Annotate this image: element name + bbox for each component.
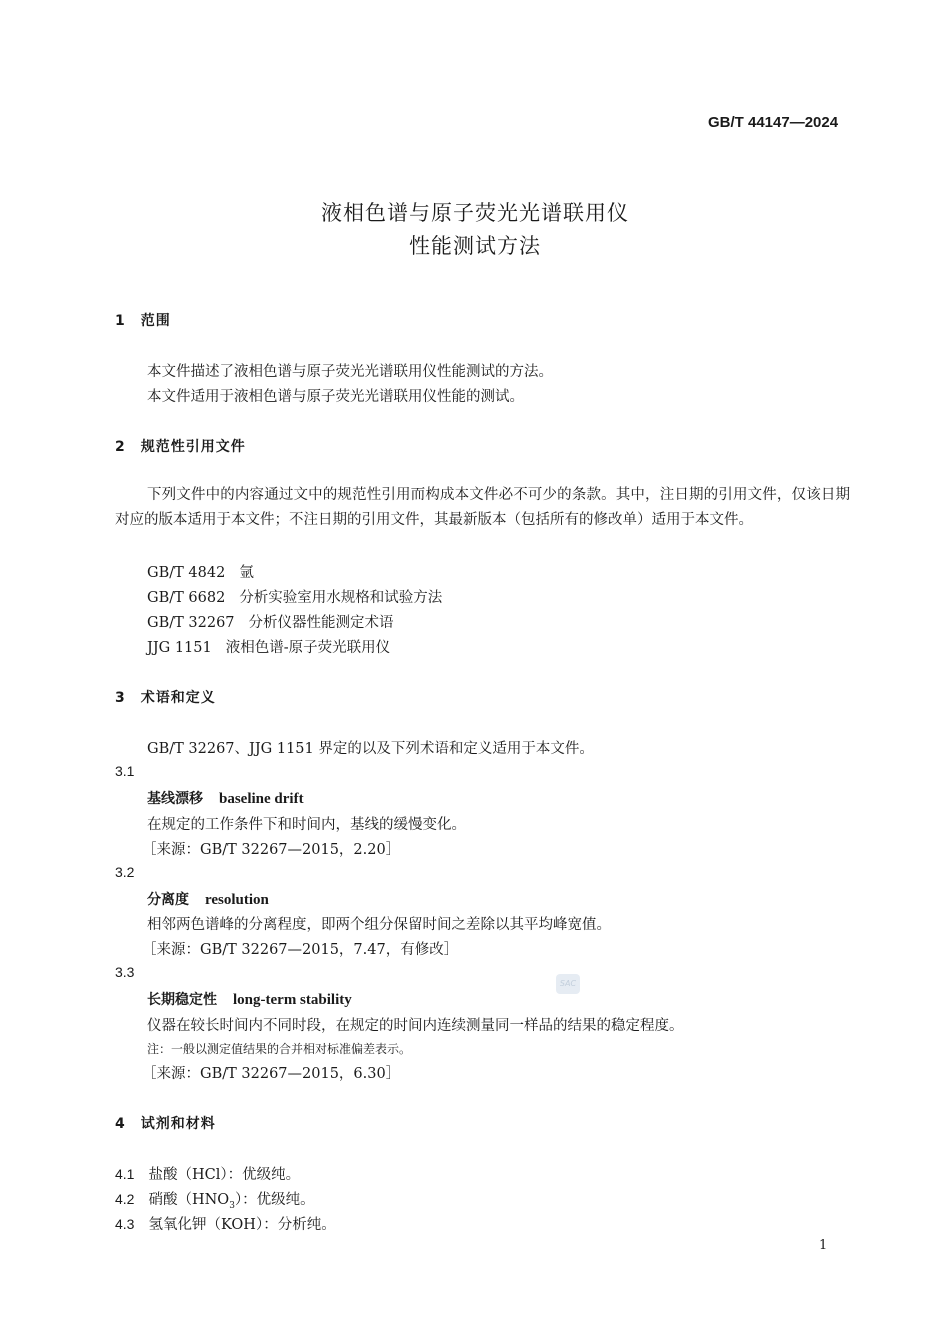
term-chinese: 基线漂移 bbox=[147, 791, 203, 807]
section-4-heading: 4 试剂和材料 bbox=[115, 1116, 216, 1132]
reference-item bbox=[147, 561, 254, 582]
reference-item bbox=[147, 586, 442, 607]
term-english: resolution bbox=[205, 892, 269, 908]
term-number: 3.3 bbox=[115, 964, 135, 980]
list-item bbox=[115, 1163, 300, 1184]
standard-number: GB/T 44147—2024 bbox=[708, 114, 839, 131]
subscript: 3 bbox=[229, 1200, 235, 1211]
reference-code: GB/T 32267 bbox=[147, 615, 235, 631]
term-chinese: 长期稳定性 bbox=[147, 992, 217, 1008]
section-1-paragraph-1: 本文件描述了液相色谱与原子荧光光谱联用仪性能测试的方法。 bbox=[147, 364, 553, 380]
term-note: 注：一般以测定值结果的合并相对标准偏差表示。 bbox=[147, 1042, 412, 1056]
item-text: 氢氧化钾（KOH）：分析纯。 bbox=[148, 1217, 336, 1233]
reference-item bbox=[147, 611, 394, 632]
reference-title: 分析实验室用水规格和试验方法 bbox=[239, 590, 443, 606]
term-heading bbox=[147, 989, 352, 1009]
term-number: 3.1 bbox=[115, 763, 135, 779]
section-2-intro: 下列文件中的内容通过文中的规范性引用而构成本文件必不可少的条款。其中，注日期的引用文件，仅该日期对应的版本适用于本文件；不注日期的引用文件，其最新版本（包括所有的修改单）适用于本文件。 bbox=[115, 487, 850, 528]
section-2-heading: 2 规范性引用文件 bbox=[115, 439, 246, 455]
term-definition: 在规定的工作条件下和时间内，基线的缓慢变化。 bbox=[147, 817, 466, 833]
title-line-2: 性能测试方法 bbox=[409, 234, 541, 258]
section-1-paragraph-2: 本文件适用于液相色谱与原子荧光光谱联用仪性能的测试。 bbox=[147, 389, 524, 405]
term-english: baseline drift bbox=[219, 791, 304, 807]
list-item bbox=[115, 1188, 315, 1211]
reference-code: JJG 1151 bbox=[147, 640, 212, 656]
term-source: ［来源：GB/T 32267—2015，7.47，有修改］ bbox=[142, 942, 459, 958]
reference-title: 氩 bbox=[239, 565, 254, 581]
watermark-logo: SAC bbox=[556, 974, 580, 994]
item-number: 4.2 bbox=[115, 1191, 135, 1207]
section-3-heading: 3 术语和定义 bbox=[115, 690, 216, 706]
reference-title: 液相色谱-原子荧光联用仪 bbox=[225, 640, 391, 656]
reference-code: GB/T 6682 bbox=[147, 590, 226, 606]
term-source: ［来源：GB/T 32267—2015，2.20］ bbox=[142, 842, 401, 858]
item-number: 4.3 bbox=[115, 1216, 135, 1232]
term-number: 3.2 bbox=[115, 864, 135, 880]
term-definition: 相邻两色谱峰的分离程度，即两个组分保留时间之差除以其平均峰宽值。 bbox=[147, 917, 611, 933]
page-number: 1 bbox=[819, 1238, 828, 1253]
term-english: long-term stability bbox=[233, 992, 352, 1008]
list-item bbox=[115, 1213, 336, 1234]
term-heading bbox=[147, 788, 304, 808]
section-3-intro: GB/T 32267、JJG 1151 界定的以及下列术语和定义适用于本文件。 bbox=[147, 741, 594, 757]
item-number: 4.1 bbox=[115, 1166, 135, 1182]
term-heading bbox=[147, 889, 269, 909]
reference-code: GB/T 4842 bbox=[147, 565, 226, 581]
item-text: 盐酸（HCl）：优级纯。 bbox=[148, 1167, 301, 1183]
reference-item bbox=[147, 636, 390, 657]
section-1-heading: 1 范围 bbox=[115, 313, 171, 329]
title-line-1: 液相色谱与原子荧光光谱联用仪 bbox=[321, 201, 629, 225]
term-source: ［来源：GB/T 32267—2015，6.30］ bbox=[142, 1066, 401, 1082]
term-chinese: 分离度 bbox=[147, 892, 189, 908]
term-definition: 仪器在较长时间内不同时段，在规定的时间内连续测量同一样品的结果的稳定程度。 bbox=[147, 1018, 684, 1034]
reference-title: 分析仪器性能测定术语 bbox=[248, 615, 394, 631]
item-text: 硝酸$(HNO_3)$：优级纯。 bbox=[148, 1192, 315, 1211]
